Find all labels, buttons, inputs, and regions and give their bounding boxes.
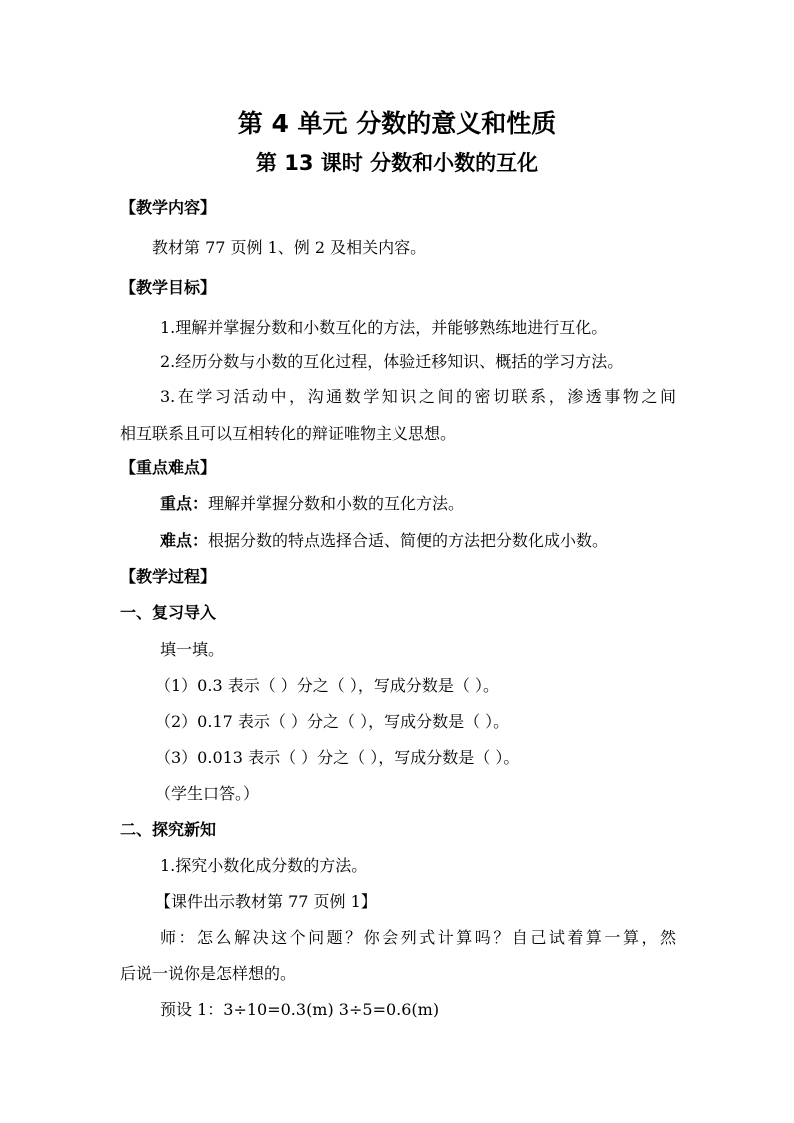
explore-1: 1.探究小数化成分数的方法。 (160, 856, 368, 875)
goal-2: 2.经历分数与小数的互化过程，体验迁移知识、概括的学习方法。 (160, 352, 624, 371)
difficult-point-text: 根据分数的特点选择合适、简便的方法把分数化成小数。 (208, 531, 609, 550)
fill-intro: 填一填。 (160, 640, 225, 659)
section-heading-key-points: 【重点难点】 (120, 458, 217, 477)
question-3: （3）0.013 表示（ ）分之（ ），写成分数是（ ）。 (155, 748, 520, 767)
section-heading-goals: 【教学目标】 (120, 278, 217, 297)
lesson-title: 第 13 课时 分数和小数的互化 (255, 151, 539, 175)
difficult-point-label: 难点： (160, 531, 209, 550)
goal-3-line-2: 相互联系且可以互相转化的辩证唯物主义思想。 (120, 424, 457, 443)
teacher-question-line-1: 师：怎么解决这个问题？你会列式计算吗？自己试着算一算，然 (160, 928, 676, 947)
preset-1: 预设 1：3÷10=0.3(m) 3÷5=0.6(m) (160, 1000, 440, 1019)
unit-title: 第 4 单元 分数的意义和性质 (237, 109, 557, 138)
section-heading-content: 【教学内容】 (120, 198, 217, 217)
key-point (160, 494, 464, 514)
content-text: 教材第 77 页例 1、例 2 及相关内容。 (152, 238, 427, 257)
goal-1: 1.理解并掌握分数和小数互化的方法，并能够熟练地进行互化。 (160, 318, 608, 337)
section-heading-process: 【教学过程】 (120, 567, 217, 586)
question-2: （2）0.17 表示（ ）分之（ ），写成分数是（ ）。 (155, 712, 510, 731)
question-1: （1）0.3 表示（ ）分之（ ），写成分数是（ ）。 (155, 676, 499, 695)
goal-3-line-1: 3.在学习活动中，沟通数学知识之间的密切联系，渗透事物之间 (160, 387, 676, 406)
key-point-text: 理解并掌握分数和小数的互化方法。 (208, 494, 465, 513)
key-point-label: 重点： (160, 494, 209, 513)
difficult-point (160, 531, 608, 551)
student-answer-note: （学生口答。） (155, 784, 260, 803)
teacher-question-line-2: 后说一说你是怎样想的。 (120, 964, 297, 983)
courseware-note: 【课件出示教材第 77 页例 1】 (155, 892, 377, 911)
part-2-heading: 二、探究新知 (120, 820, 217, 839)
part-1-heading: 一、复习导入 (120, 603, 217, 622)
